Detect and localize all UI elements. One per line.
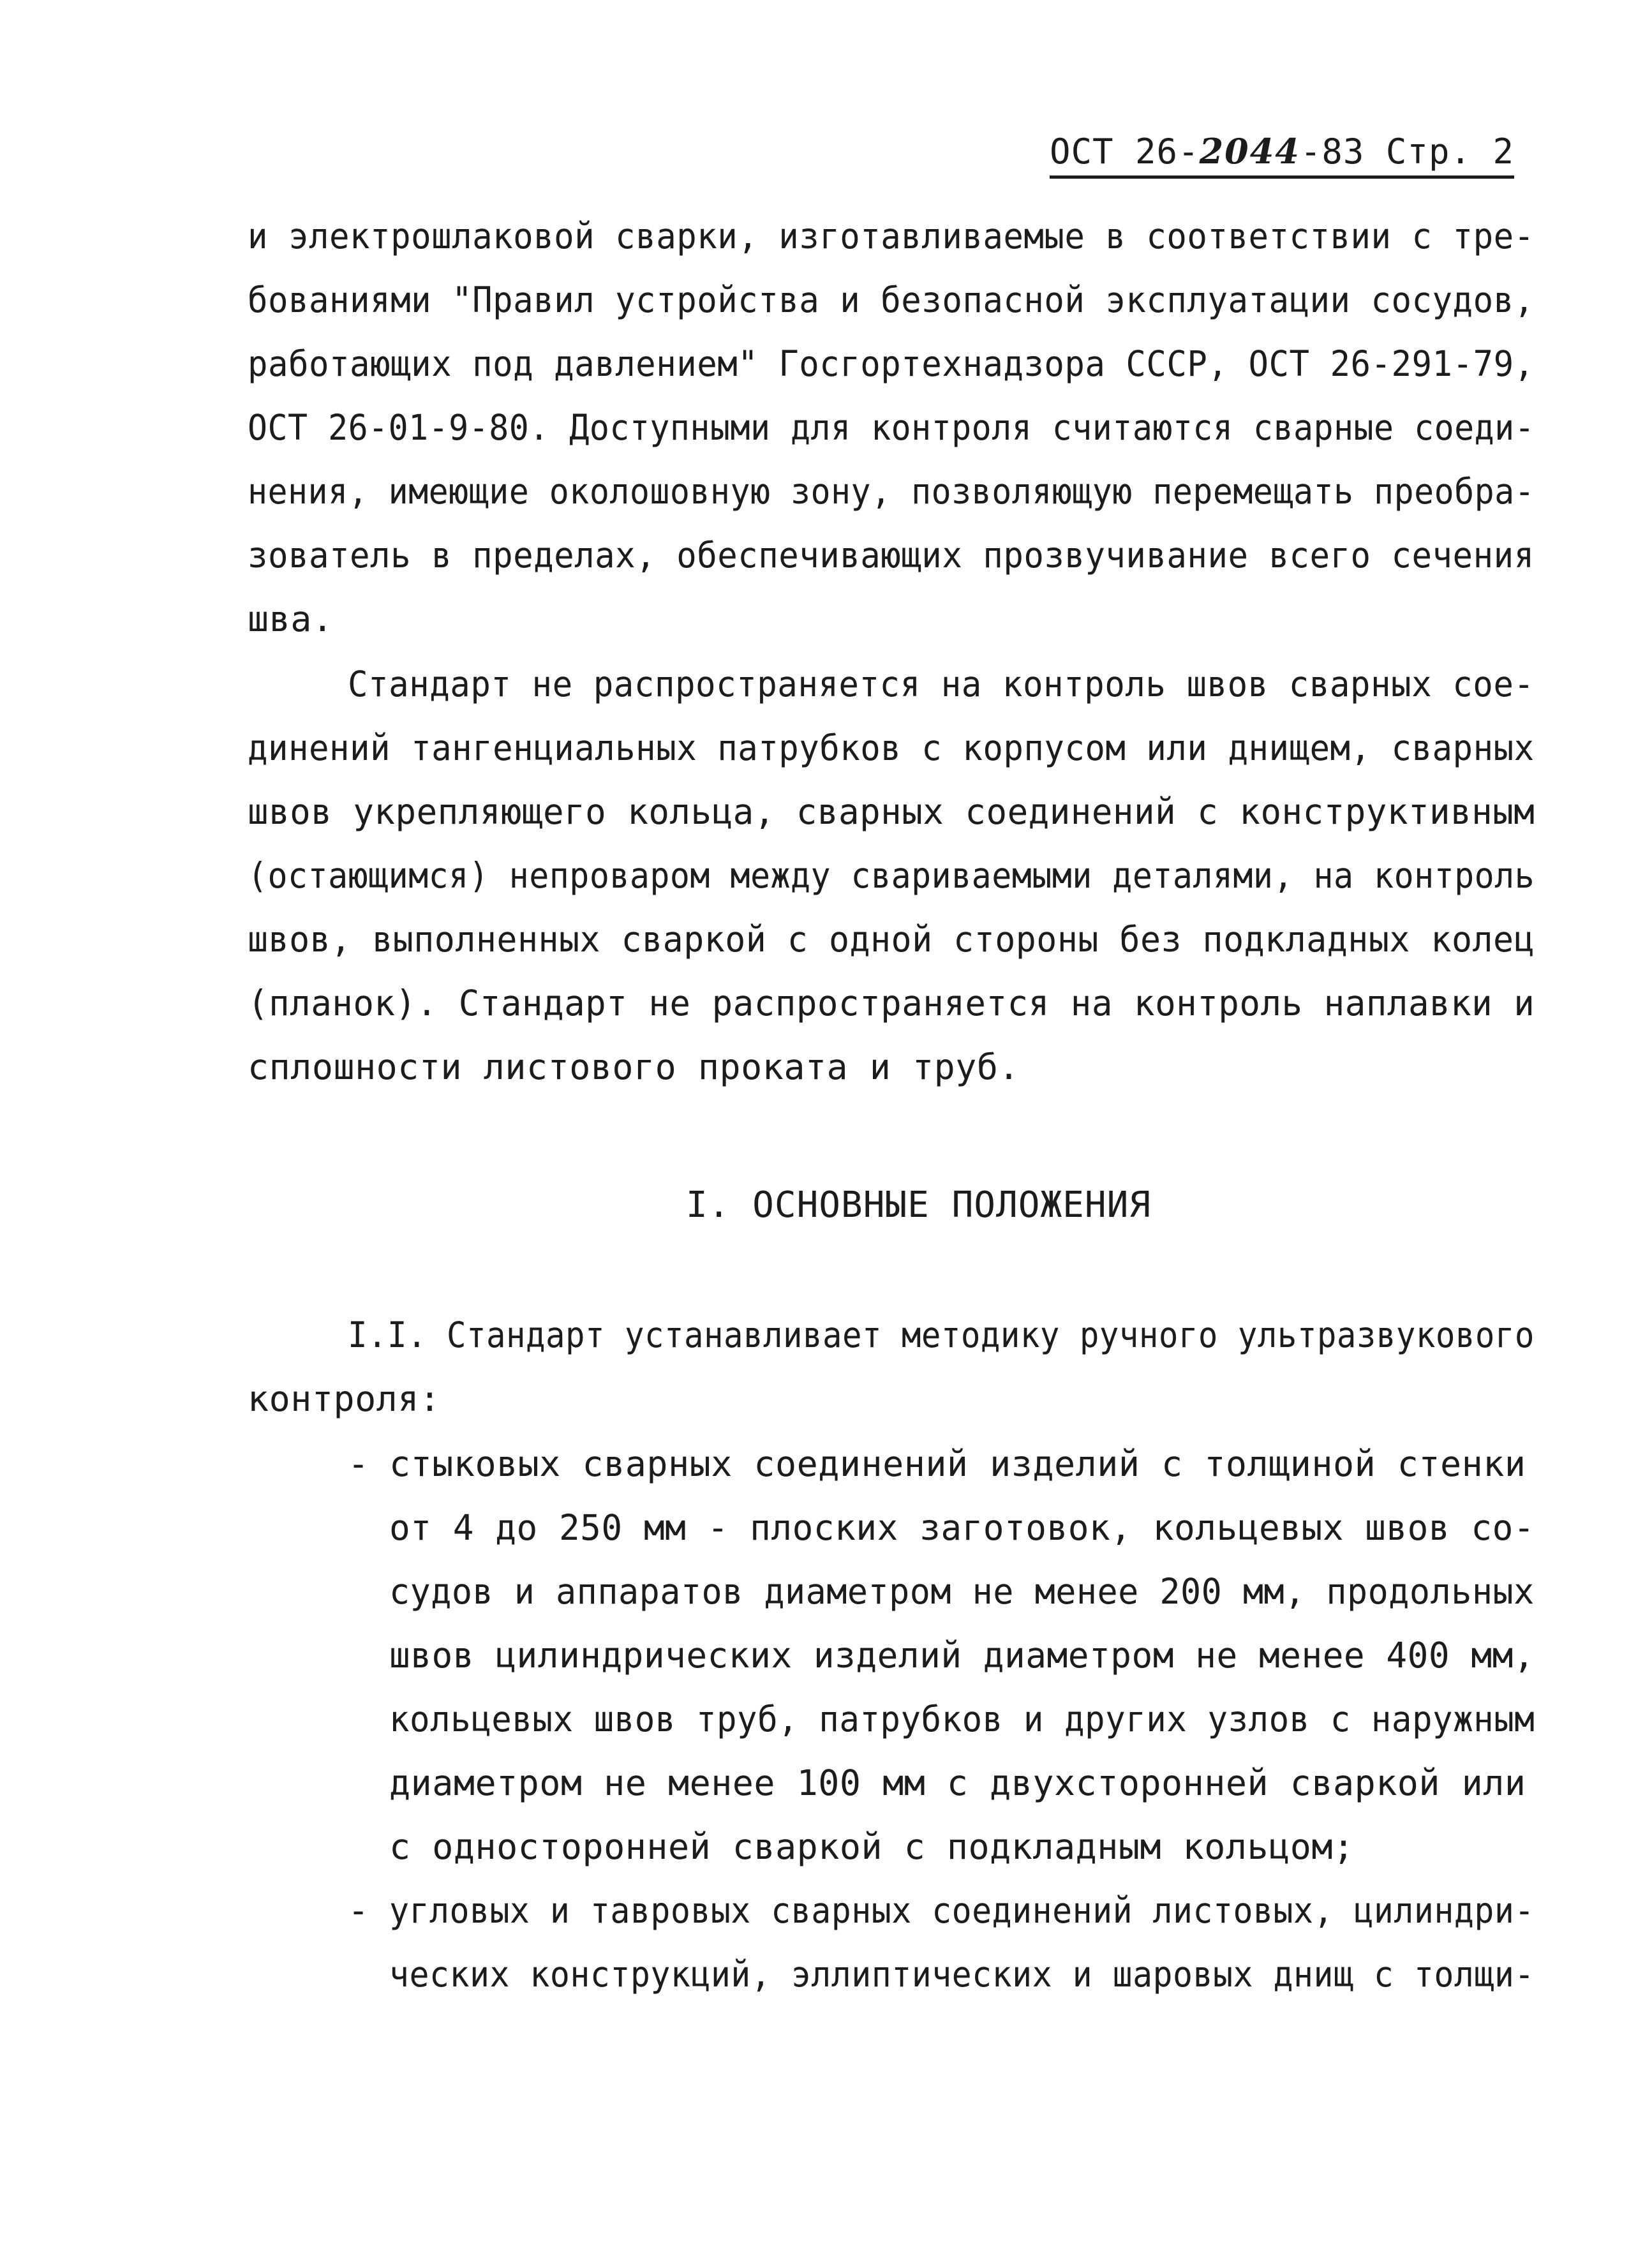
section-heading: I. ОСНОВНЫЕ ПОЛОЖЕНИЯ <box>686 1184 1152 1226</box>
list-item-line: с односторонней сваркой с подкладным кольцом; <box>389 1826 1355 1867</box>
page-header <box>1050 131 1514 179</box>
header-prefix: ОСТ 26- <box>1050 131 1200 172</box>
list-marker: - <box>348 1443 369 1484</box>
list-item-line: стыковых сварных соединений изделий с толщиной стенки <box>389 1443 1526 1484</box>
intro-line: шва. <box>248 599 334 639</box>
exclusion-line: Стандарт не распространяется на контроль швов сварных сое- <box>348 664 1535 704</box>
list-marker: - <box>348 1890 369 1931</box>
intro-line: работающих под давлением" Госгортехнадзора СССР, ОСТ 26-291-79, <box>248 343 1535 384</box>
handwritten-document-number: 2044 <box>1199 131 1300 172</box>
list-item-line: от 4 до 250 мм - плоских заготовок, кольцевых швов со- <box>389 1507 1535 1548</box>
list-item-line: судов и аппаратов диаметром не менее 200 мм, продольных <box>389 1571 1535 1612</box>
list-item-line: швов цилиндрических изделий диаметром не менее 400 мм, <box>389 1635 1535 1676</box>
exclusion-line: швов, выполненных сваркой с одной стороны без подкладных колец <box>248 919 1535 960</box>
intro-line: и электрошлаковой сварки, изготавливаемые в соответствии с тре- <box>248 216 1535 257</box>
list-item-line: кольцевых швов труб, патрубков и других узлов с наружным <box>389 1699 1535 1739</box>
intro-line: ОСТ 26-01-9-80. Доступными для контроля считаются сварные соеди- <box>248 407 1535 448</box>
list-item-line: угловых и тавровых сварных соединений листовых, цилиндри- <box>389 1890 1535 1931</box>
list-item-line: диаметром не менее 100 мм с двухсторонней сваркой или <box>389 1762 1526 1803</box>
header-suffix: -83 Стр. 2 <box>1300 131 1514 172</box>
clause-line: контроля: <box>248 1378 441 1419</box>
exclusion-line: (остающимся) непроваром между свариваемыми деталями, на контроль <box>248 855 1535 896</box>
intro-line: нения, имеющие околошовную зону, позволяющую перемещать преобра- <box>248 471 1535 512</box>
exclusion-line: (планок). Стандарт не распространяется на контроль наплавки и <box>248 983 1535 1024</box>
exclusion-line: сплошности листового проката и труб. <box>248 1047 1020 1087</box>
clause-line: I.I. Стандарт устанавливает методику ручного ультразвукового <box>348 1315 1535 1355</box>
list-item-line: ческих конструкций, эллиптических и шаровых днищ с толщи- <box>389 1954 1535 1995</box>
exclusion-line: динений тангенциальных патрубков с корпусом или днищем, сварных <box>248 727 1535 768</box>
intro-line: бованиями "Правил устройства и безопасной эксплуатации сосудов, <box>248 279 1535 320</box>
exclusion-line: швов укрепляющего кольца, сварных соединений с конструктивным <box>248 791 1535 832</box>
intro-line: зователь в пределах, обеспечивающих прозвучивание всего сечения <box>248 535 1535 576</box>
